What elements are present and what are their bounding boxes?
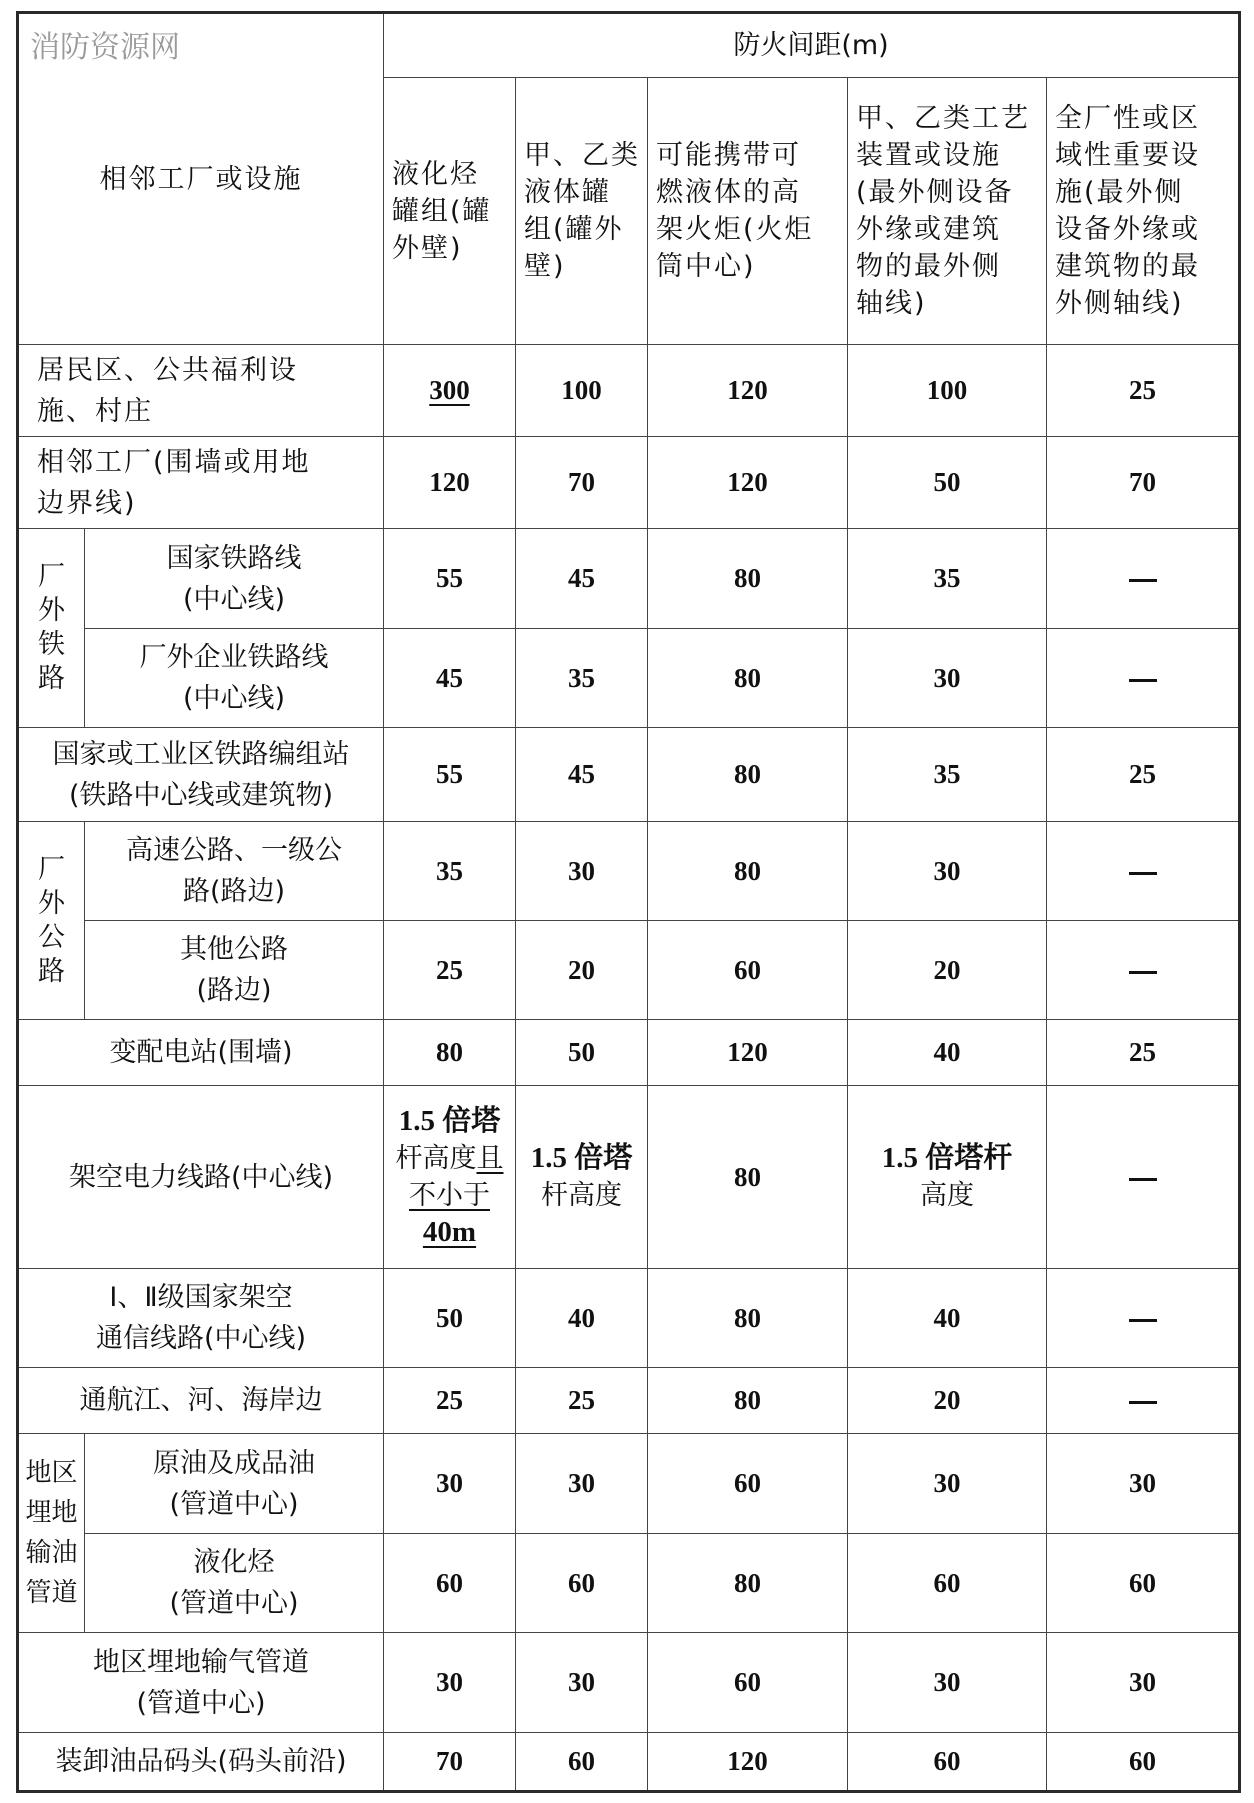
value-cell xyxy=(1047,1368,1240,1434)
column-header-line: 筒中心) xyxy=(656,251,756,282)
row-label-line: 居民区、公共福利设 xyxy=(37,354,298,386)
column-header-line: 液化烃 xyxy=(392,158,479,190)
column-header-line: 轴线) xyxy=(856,288,927,319)
column-header-line: 设备外缘或 xyxy=(1055,214,1200,245)
row-label xyxy=(85,629,384,728)
value-line: 杆高度 xyxy=(395,1143,477,1174)
row-label-line: (中心线) xyxy=(182,583,286,615)
value-cell: 30 xyxy=(384,1434,516,1534)
value-cell: 30 xyxy=(1047,1633,1240,1733)
value-cell xyxy=(1047,629,1240,728)
value-cell: 40 xyxy=(848,1269,1047,1368)
value-cell: 100 xyxy=(848,345,1047,437)
group-header-cell xyxy=(384,13,1240,78)
group-header-label: 防火间距(m) xyxy=(733,30,889,61)
row-label xyxy=(85,1434,384,1534)
table-row xyxy=(18,1733,1240,1792)
column-header-line: 物的最外侧 xyxy=(856,251,1001,282)
value-cell: 55 xyxy=(384,728,516,822)
table-row xyxy=(18,822,1240,921)
value-cell xyxy=(1047,822,1240,921)
value-cell: 80 xyxy=(384,1020,516,1086)
value-cell: 30 xyxy=(516,822,648,921)
value-line-underlined: 40m xyxy=(422,1216,477,1248)
value-line: 1.5 倍塔杆 xyxy=(881,1142,1013,1174)
group-label-offsite-road xyxy=(18,822,85,1020)
value-cell: 45 xyxy=(516,529,648,629)
value-cell: 25 xyxy=(516,1368,648,1434)
row-label xyxy=(18,1086,384,1269)
table-row xyxy=(18,1534,1240,1633)
group-label-char: 厂 xyxy=(38,561,65,592)
row-label-line: 国家铁路线 xyxy=(166,542,302,574)
value-cell: 25 xyxy=(384,921,516,1020)
table-row xyxy=(18,1086,1240,1269)
row-label xyxy=(18,1368,384,1434)
row-label-line: 国家或工业区铁路编组站 xyxy=(52,738,350,770)
row-label-line: (管道中心) xyxy=(136,1687,266,1719)
value-cell: 35 xyxy=(384,822,516,921)
column-header-line: (最外侧设备 xyxy=(856,177,1014,208)
group-label-chars: 地区 xyxy=(25,1458,78,1488)
column-header-line: 施(最外侧 xyxy=(1055,177,1184,208)
group-label-buried-oil-pipeline xyxy=(18,1434,85,1633)
row-label-line: (中心线) xyxy=(182,683,286,714)
dash-mark xyxy=(1129,679,1157,682)
value-cell: 60 xyxy=(516,1534,648,1633)
dash-mark xyxy=(1129,1178,1157,1181)
row-label-line: 路(路边) xyxy=(182,876,286,907)
group-label-char: 外 xyxy=(38,595,65,626)
row-label xyxy=(18,345,384,437)
row-label xyxy=(18,1020,384,1086)
column-header-important-facility xyxy=(1047,78,1240,345)
value-cell: 80 xyxy=(648,1086,848,1269)
value-cell: 20 xyxy=(848,921,1047,1020)
row-label-line: 液化烃 xyxy=(193,1547,275,1578)
value-cell: 60 xyxy=(848,1534,1047,1633)
row-label-line: 施、村庄 xyxy=(37,395,153,427)
value-cell: 60 xyxy=(648,1633,848,1733)
row-label-line: 相邻工厂(围墙或用地 xyxy=(37,446,311,478)
table-row xyxy=(18,1434,1240,1534)
value-cell-text xyxy=(848,1086,1047,1269)
value-line: 高度 xyxy=(920,1180,974,1211)
value-cell: 80 xyxy=(648,1368,848,1434)
value-cell: 45 xyxy=(516,728,648,822)
row-label xyxy=(85,921,384,1020)
column-header-line: 架火炬(火炬 xyxy=(656,214,814,245)
value-cell xyxy=(1047,921,1240,1020)
corner-header-cell xyxy=(18,13,384,345)
value-cell-text xyxy=(384,1086,516,1269)
column-header-line: 外壁) xyxy=(392,232,463,264)
value-line-underlined: 且 xyxy=(476,1143,504,1174)
value-cell: 120 xyxy=(384,437,516,529)
dash-mark xyxy=(1129,579,1157,582)
value-cell xyxy=(1047,1086,1240,1269)
value-cell: 55 xyxy=(384,529,516,629)
value-cell: 20 xyxy=(848,1368,1047,1434)
value-cell: 60 xyxy=(648,1434,848,1534)
value-cell: 120 xyxy=(648,345,848,437)
column-header-line: 全厂性或区 xyxy=(1055,103,1200,134)
row-label xyxy=(85,822,384,921)
value-cell: 100 xyxy=(516,345,648,437)
group-label-char: 路 xyxy=(38,663,65,694)
column-header-line: 燃液体的高 xyxy=(656,177,801,208)
value-cell: 25 xyxy=(1047,1020,1240,1086)
value-cell: 60 xyxy=(384,1534,516,1633)
value-line-underlined: 不小于 xyxy=(409,1180,490,1211)
value-cell: 30 xyxy=(848,1434,1047,1534)
row-label xyxy=(18,1269,384,1368)
value-cell xyxy=(1047,529,1240,629)
column-header-process-unit xyxy=(848,78,1047,345)
column-header-line: 外缘或建筑 xyxy=(856,214,1001,245)
value-cell: 120 xyxy=(648,1733,848,1792)
value-line: 1.5 倍塔 xyxy=(398,1105,501,1137)
fire-spacing-table-container xyxy=(16,11,1241,1793)
group-label-char: 外 xyxy=(38,887,65,919)
row-label xyxy=(85,1534,384,1633)
column-header-line: 壁) xyxy=(524,251,566,282)
table-row xyxy=(18,1269,1240,1368)
value-cell: 80 xyxy=(648,728,848,822)
row-label-line: 高速公路、一级公 xyxy=(126,835,342,866)
value-cell: 60 xyxy=(516,1733,648,1792)
value-cell: 35 xyxy=(848,728,1047,822)
value-cell: 35 xyxy=(848,529,1047,629)
table-row xyxy=(18,921,1240,1020)
value-cell: 70 xyxy=(516,437,648,529)
row-label-line: 地区埋地输气管道 xyxy=(93,1646,309,1678)
row-label-line: (路边) xyxy=(196,975,272,1006)
value-cell: 70 xyxy=(1047,437,1240,529)
table-row xyxy=(18,728,1240,822)
column-header-line: 甲、乙类 xyxy=(524,140,640,171)
row-label-line: 架空电力线路(中心线) xyxy=(68,1161,334,1193)
column-header-line: 建筑物的最 xyxy=(1055,251,1200,282)
table-row xyxy=(18,1368,1240,1434)
row-label-line: 原油及成品油 xyxy=(153,1447,315,1479)
group-label-char: 厂 xyxy=(38,853,65,885)
column-header-line: 组(罐外 xyxy=(524,214,624,245)
value-cell: 50 xyxy=(384,1269,516,1368)
column-header-liquid-tank xyxy=(516,78,648,345)
value-cell: 35 xyxy=(516,629,648,728)
table-row xyxy=(18,437,1240,529)
column-header-line: 域性重要设 xyxy=(1055,140,1200,171)
column-header-line: 装置或设施 xyxy=(856,140,1001,171)
value-cell: 30 xyxy=(1047,1434,1240,1534)
value-cell: 120 xyxy=(648,1020,848,1086)
watermark: 消防资源网 xyxy=(30,30,180,65)
value-cell: 45 xyxy=(384,629,516,728)
column-header-line: 甲、乙类工艺 xyxy=(856,103,1030,134)
value-cell: 60 xyxy=(648,921,848,1020)
column-header-lpg-tank xyxy=(384,78,516,345)
value-cell: 25 xyxy=(1047,345,1240,437)
value-cell: 120 xyxy=(648,437,848,529)
row-label-line: 通信线路(中心线) xyxy=(95,1323,307,1354)
value-cell xyxy=(1047,1269,1240,1368)
group-label-char: 铁 xyxy=(38,629,65,660)
value-cell: 60 xyxy=(1047,1534,1240,1633)
value-cell: 20 xyxy=(516,921,648,1020)
row-label-line: (管道中心) xyxy=(169,1488,299,1520)
row-label-line: (铁路中心线或建筑物) xyxy=(68,779,334,811)
dash-mark xyxy=(1129,1401,1157,1404)
group-label-chars: 管道 xyxy=(25,1578,78,1608)
column-header-line: 外侧轴线) xyxy=(1055,288,1184,319)
value-cell: 25 xyxy=(384,1368,516,1434)
table-row xyxy=(18,1020,1240,1086)
value-cell: 70 xyxy=(384,1733,516,1792)
dash-mark xyxy=(1129,1319,1157,1322)
value-cell: 25 xyxy=(1047,728,1240,822)
group-label-char: 公 xyxy=(38,921,65,953)
value-cell: 80 xyxy=(648,1534,848,1633)
row-label-line: 厂外企业铁路线 xyxy=(139,642,329,673)
row-label-line: 其他公路 xyxy=(180,934,288,965)
value-cell: 30 xyxy=(848,1633,1047,1733)
row-label-line: 边界线) xyxy=(37,487,137,519)
column-header-line: 可能携带可 xyxy=(656,140,801,171)
value-cell: 30 xyxy=(848,822,1047,921)
fire-spacing-table xyxy=(16,11,1241,1793)
value-line: 杆高度 xyxy=(541,1180,622,1211)
row-label-line: 通航江、河、海岸边 xyxy=(79,1385,323,1416)
row-label-line: 变配电站(围墙) xyxy=(109,1037,293,1068)
value-cell: 80 xyxy=(648,629,848,728)
column-header-line: 液体罐 xyxy=(524,177,611,208)
value-cell: 60 xyxy=(1047,1733,1240,1792)
dash-mark xyxy=(1129,872,1157,875)
value-cell: 50 xyxy=(848,437,1047,529)
dash-mark xyxy=(1129,971,1157,974)
value-cell: 80 xyxy=(648,822,848,921)
row-label-line: 装卸油品码头(码头前沿) xyxy=(55,1746,347,1777)
row-label xyxy=(85,529,384,629)
row-label xyxy=(18,1633,384,1733)
value-cell xyxy=(384,345,516,437)
row-label xyxy=(18,728,384,822)
table-row xyxy=(18,345,1240,437)
value: 300 xyxy=(429,375,470,405)
value-cell: 30 xyxy=(384,1633,516,1733)
table-row xyxy=(18,529,1240,629)
table-row xyxy=(18,629,1240,728)
group-label-offsite-railway xyxy=(18,529,85,728)
row-label-line: (管道中心) xyxy=(169,1588,299,1619)
column-header-flare xyxy=(648,78,848,345)
row-label-line: Ⅰ、Ⅱ级国家架空 xyxy=(109,1282,293,1313)
group-label-chars: 输油 xyxy=(25,1538,78,1568)
value-cell: 30 xyxy=(516,1434,648,1534)
value-cell: 30 xyxy=(848,629,1047,728)
value-cell: 50 xyxy=(516,1020,648,1086)
value-cell: 60 xyxy=(848,1733,1047,1792)
group-label-chars: 埋地 xyxy=(25,1498,78,1528)
column-header-line: 罐组(罐 xyxy=(392,195,492,227)
group-label-char: 路 xyxy=(38,955,65,987)
value-cell: 30 xyxy=(516,1633,648,1733)
value-cell: 80 xyxy=(648,529,848,629)
table-row xyxy=(18,1633,1240,1733)
value-cell: 40 xyxy=(516,1269,648,1368)
value-line: 1.5 倍塔 xyxy=(530,1142,633,1174)
row-label xyxy=(18,1733,384,1792)
value-cell: 80 xyxy=(648,1269,848,1368)
header-row-1 xyxy=(18,13,1240,78)
value-cell: 40 xyxy=(848,1020,1047,1086)
row-label xyxy=(18,437,384,529)
corner-label: 相邻工厂或设施 xyxy=(99,163,303,195)
value-cell-text xyxy=(516,1086,648,1269)
